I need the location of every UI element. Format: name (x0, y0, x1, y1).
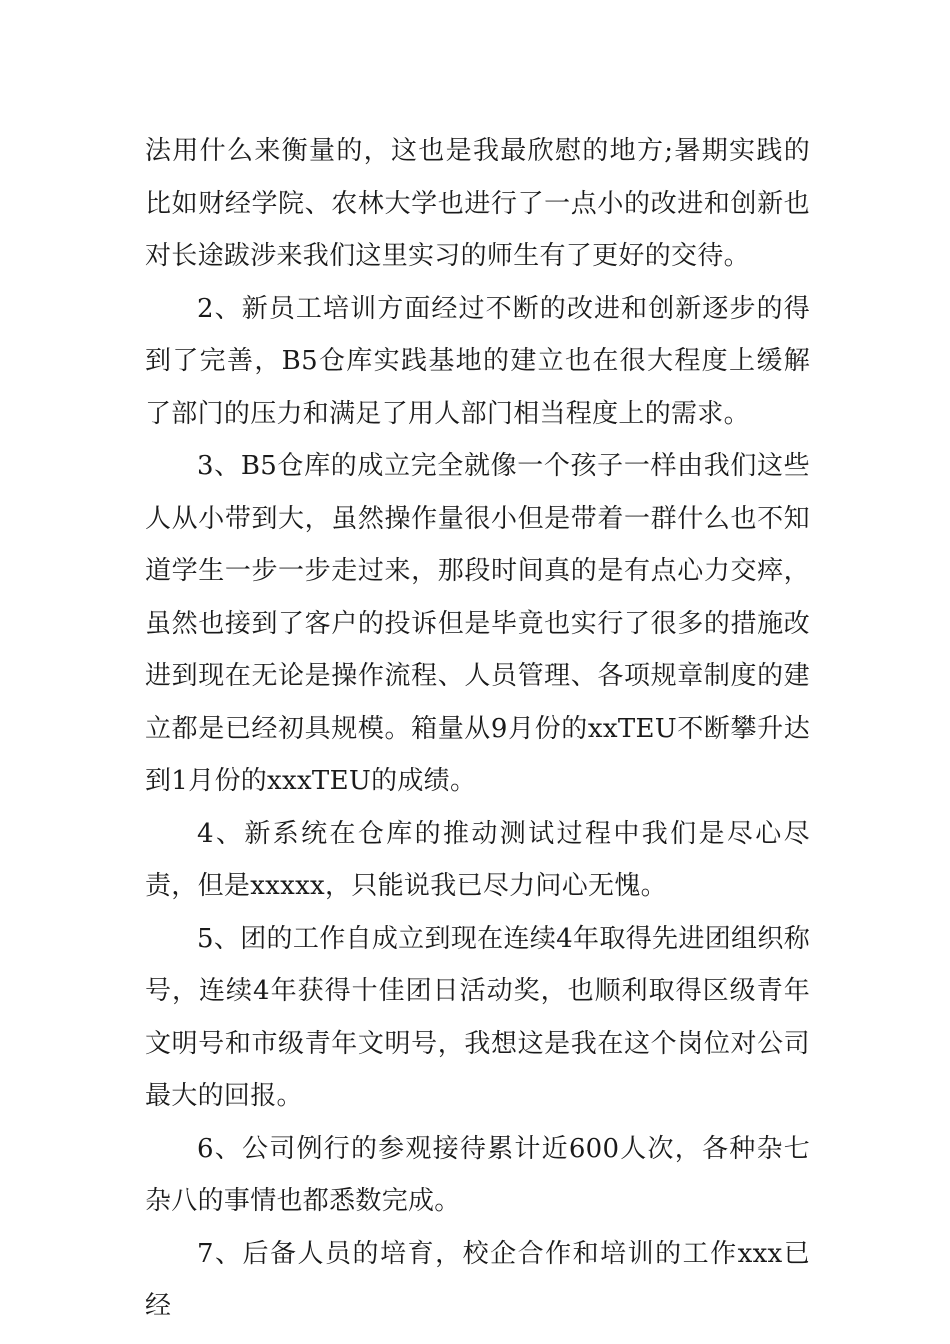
paragraph-item-2: 2、新员工培训方面经过不断的改进和创新逐步的得到了完善，B5仓库实践基地的建立也在很大程度上缓解了部门的压力和满足了用人部门相当程度上的需求。 (145, 293, 810, 429)
paragraph-item-3: 3、B5仓库的成立完全就像一个孩子一样由我们这些人从小带到大，虽然操作量很小但是带着一群什么也不知道学生一步一步走过来，那段时间真的是有点心力交瘁，虽然也接到了客户的投诉但是毕竟也实行了很多的措施改进到现在无论是操作流程、人员管理、各项规章制度的建立都是已经初具规模。箱量从9月份的xxTEU不断攀升达到1月份的xxxTEU的成绩。 (145, 451, 810, 796)
paragraph-item-6: 6、公司例行的参观接待累计近600人次，各种杂七杂八的事情也都悉数完成。 (145, 1133, 810, 1216)
paragraph-item-7: 7、后备人员的培育，校企合作和培训的工作xxx已经 (145, 1238, 810, 1321)
paragraph-item-4: 4、新系统在仓库的推动测试过程中我们是尽心尽责，但是xxxxx，只能说我已尽力问心无愧。 (145, 818, 810, 901)
paragraph-item-5: 5、团的工作自成立到现在连续4年取得先进团组织称号，连续4年获得十佳团日活动奖，也顺利取得区级青年文明号和市级青年文明号，我想这是我在这个岗位对公司最大的回报。 (145, 923, 810, 1111)
document-body (145, 125, 810, 1333)
paragraph-continuation: 法用什么来衡量的，这也是我最欣慰的地方;暑期实践的比如财经学院、农林大学也进行了一点小的改进和创新也对长途跋涉来我们这里实习的师生有了更好的交待。 (145, 136, 810, 271)
